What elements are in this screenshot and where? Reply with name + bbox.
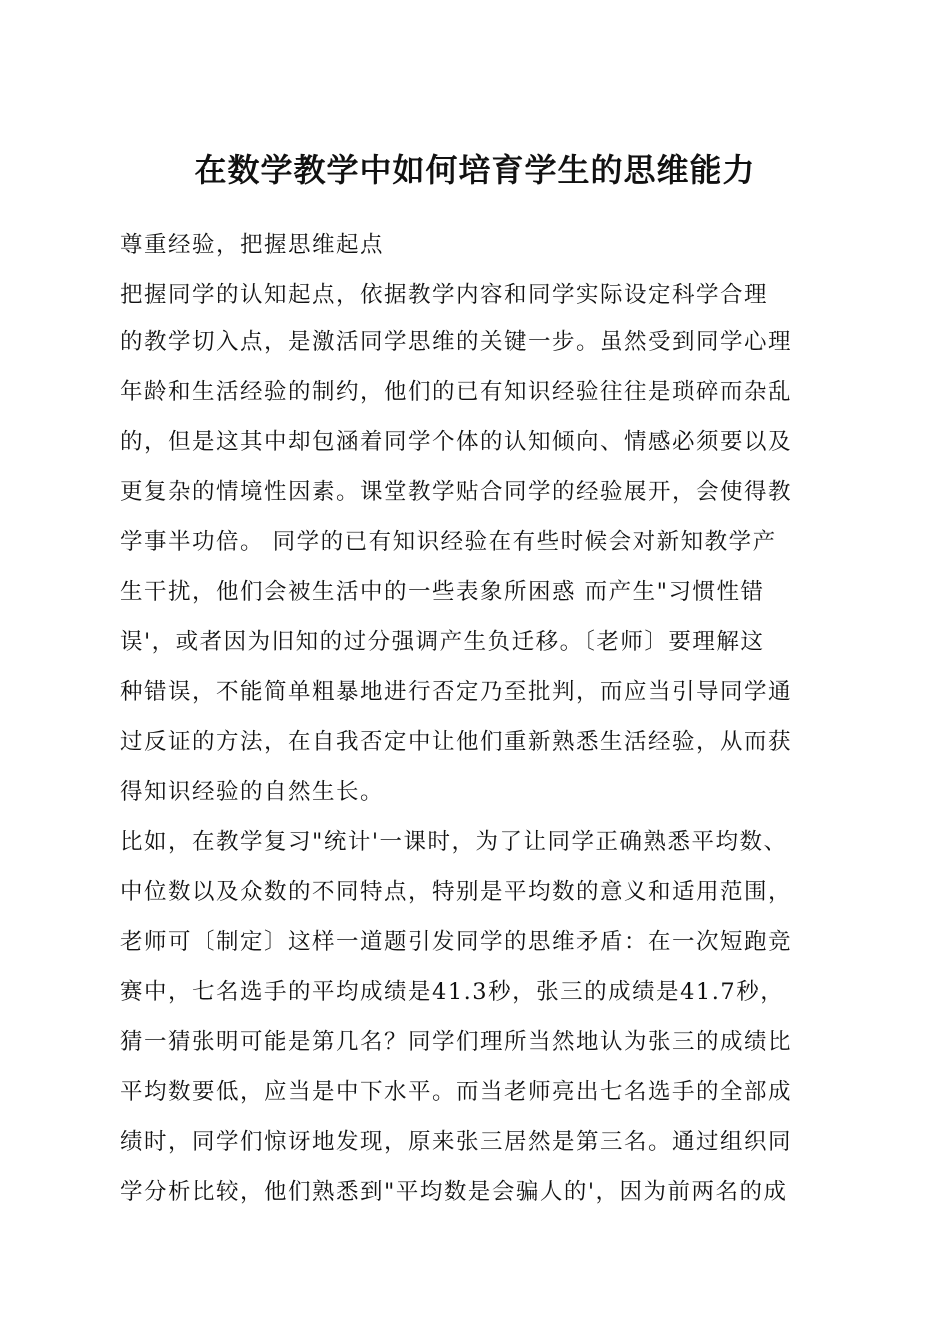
- paragraph-line: 猜一猜张明可能是第几名？同学们理所当然地认为张三的成绩比: [120, 1029, 793, 1055]
- paragraph-line: 种错误，不能简单粗暴地进行否定乃至批判，而应当引导同学通: [120, 679, 793, 705]
- paragraph-line: 绩时，同学们惊讶地发现，原来张三居然是第三名。通过组织同: [120, 1129, 793, 1155]
- paragraph-line: 的教学切入点，是激活同学思维的关键一步。虽然受到同学心理: [120, 329, 793, 355]
- paragraph-line: 中位数以及众数的不同特点，特别是平均数的意义和适用范围，: [120, 879, 793, 905]
- paragraph-line: 赛中，七名选手的平均成绩是41.3秒，张三的成绩是41.7秒，: [120, 979, 785, 1005]
- paragraph-line: 老师可〔制定〕这样一道题引发同学的思维矛盾：在一次短跑竞: [120, 929, 793, 955]
- paragraph-line: 比如，在教学复习"统计'一课时，为了让同学正确熟悉平均数、: [120, 829, 788, 855]
- section-heading: 尊重经验，把握思维起点: [120, 232, 385, 258]
- paragraph-line: 平均数要低，应当是中下水平。而当老师亮出七名选手的全部成: [120, 1079, 793, 1105]
- paragraph-line: 学事半功倍。 同学的已有知识经验在有些时候会对新知教学产: [120, 529, 777, 555]
- paragraph-line: 生干扰，他们会被生活中的一些表象所困惑 而产生"习惯性错: [120, 579, 765, 605]
- paragraph-line: 过反证的方法，在自我否定中让他们重新熟悉生活经验，从而获: [120, 729, 793, 755]
- paragraph-line: 学分析比较，他们熟悉到"平均数是会骗人的'，因为前两名的成: [120, 1179, 788, 1205]
- document-title: 在数学教学中如何培育学生的思维能力: [194, 151, 756, 189]
- paragraph-line: 把握同学的认知起点，依据教学内容和同学实际设定科学合理: [120, 282, 769, 308]
- paragraph-line: 误'，或者因为旧知的过分强调产生负迁移。〔老师〕要理解这: [120, 629, 765, 655]
- paragraph-line: 年龄和生活经验的制约，他们的已有知识经验往往是琐碎而杂乱: [120, 379, 793, 405]
- paragraph-line: 更复杂的情境性因素。课堂教学贴合同学的经验展开，会使得教: [120, 479, 793, 505]
- paragraph-line: 的，但是这其中却包涵着同学个体的认知倾向、情感必须要以及: [120, 429, 793, 455]
- paragraph-line: 得知识经验的自然生长。: [120, 779, 385, 805]
